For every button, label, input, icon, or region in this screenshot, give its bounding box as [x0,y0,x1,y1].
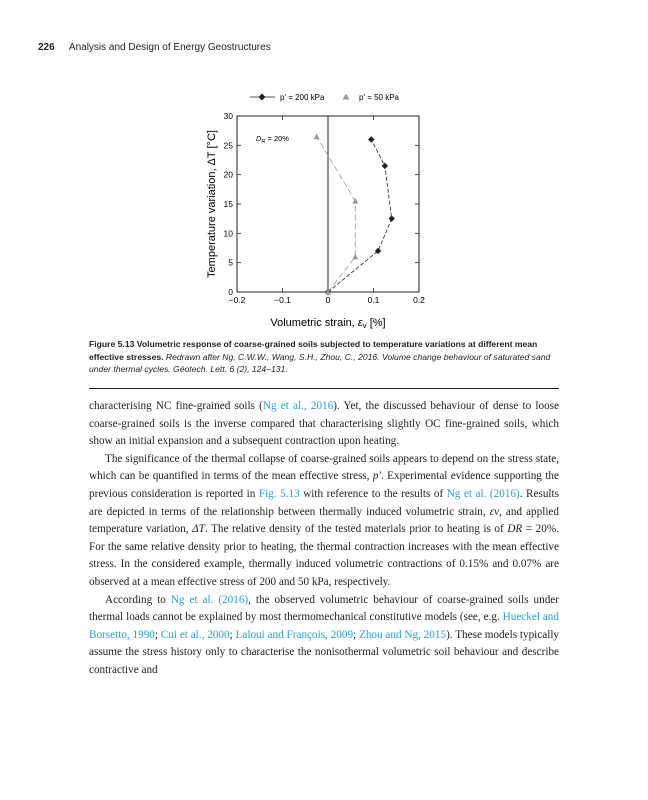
x-tick-label: −0.1 [274,295,291,305]
data-point-50 [352,254,358,260]
y-tick-label: 10 [223,228,233,239]
caption-divider [89,388,559,389]
caption-reference: Redrawn after Ng, C.W.W., Wang, S.H., Zhou, C., 2016. Volume change behaviour of saturated sand under thermal cycles. Géotech. Lett. 6 (2), 124–131. [89,351,551,374]
annotation-dr: $D_R = 20\%$ [256,134,289,145]
data-point-50 [314,133,320,139]
citation-link[interactable]: Ng et al., 2016 [262,400,334,412]
x-tick-label: −0.2 [228,295,246,305]
citation-link[interactable]: Laloui and François, 2009 [235,628,354,641]
legend-triangle-icon [343,94,350,100]
legend [250,93,400,102]
citation-link[interactable]: Zhou and Ng, 2015 [358,628,447,641]
page-number: 226 [38,42,55,53]
citation-link[interactable]: Ng et al. (2016) [170,593,249,606]
x-tick-label: 0 [325,295,331,305]
body-text [89,398,559,680]
legend-label-200: p' = 200 kPa [280,93,325,102]
caption-title: Volumetric response of coarse-grained soils subjected to temperature variations at different mean effective stresses. [89,339,538,362]
series-line-200 [328,139,392,292]
paragraph-1: characterising NC fine-grained soils (Ng et al., 2016). Yet, the discussed behaviour of dense to loose coarse-grained soils is the inverse compared that characterising slightly OC fine-grained soils, which show an initial expansion and a subsequent contraction upon heating. [89,400,559,448]
x-axis-label: Volumetric strain, εv [%] [270,317,386,330]
x-tick-label: 0.1 [367,295,380,305]
caption-label: Figure 5.13 [89,339,135,349]
data-point-200 [368,136,374,142]
figure-link[interactable]: Fig. 5.13 [258,487,300,500]
x-tick-label: 0.2 [413,295,425,305]
data-point-200 [382,163,388,169]
figure-caption [89,338,559,376]
data-point-200 [389,215,395,221]
citation-link[interactable]: Cui et al., 2000 [160,628,230,641]
y-axis-label: Temperature variation, ΔT [°C] [206,130,218,278]
y-tick-label: 20 [223,169,233,180]
legend-diamond-icon [259,94,266,101]
citation-link[interactable]: Hueckel and Borsetto, 1990 [89,611,559,641]
paragraph-3: According to Ng et al. (2016), the observed volumetric behaviour of coarse-grained soils under thermal loads cannot be explained by most thermomechanical constitutive models (see, e.g. Hueckel and Borsetto, 1990; Cui et al., 2000; Laloui and François, 2009; Zhou and Ng, 2015). These models typically assume the stress history only to characterise the nonisothermal volumetric soil behaviour and describe contractive and [89,593,560,676]
citation-link[interactable]: Ng et al. (2016) [446,487,520,500]
series-line-50 [317,137,356,292]
y-tick-label: 25 [223,140,233,151]
y-tick-label: 0 [228,287,233,297]
y-tick-label: 5 [228,257,233,268]
legend-label-50: p' = 50 kPa [359,93,399,102]
data-point-50 [352,198,358,204]
paragraph-2: The significance of the thermal collapse of coarse-grained soils appears to depend on the stress state, which can be quantified in terms of the mean effective stress, p′. Experimental evidence supporting the previous consideration is reported in Fig. 5.13 with reference to the results of Ng et al. (2016). Results are depicted in terms of the relationship between thermally induced volumetric strain, εv, and applied temperature variation, ΔT. The relative density of the tested materials prior to heating is of DR = 20%. For the same relative density prior to heating, the thermal contraction increases with the mean effective stress. In the considered example, thermally induced volumetric contractions of 0.15% and 0.07% are observed at a mean effective stress of 200 and 50 kPa, respectively. [89,452,559,588]
running-title: Analysis and Design of Energy Geostructures [68,42,271,53]
y-tick-label: 15 [223,199,233,209]
y-tick-label: 30 [223,111,233,121]
figure-chart [0,0,648,340]
